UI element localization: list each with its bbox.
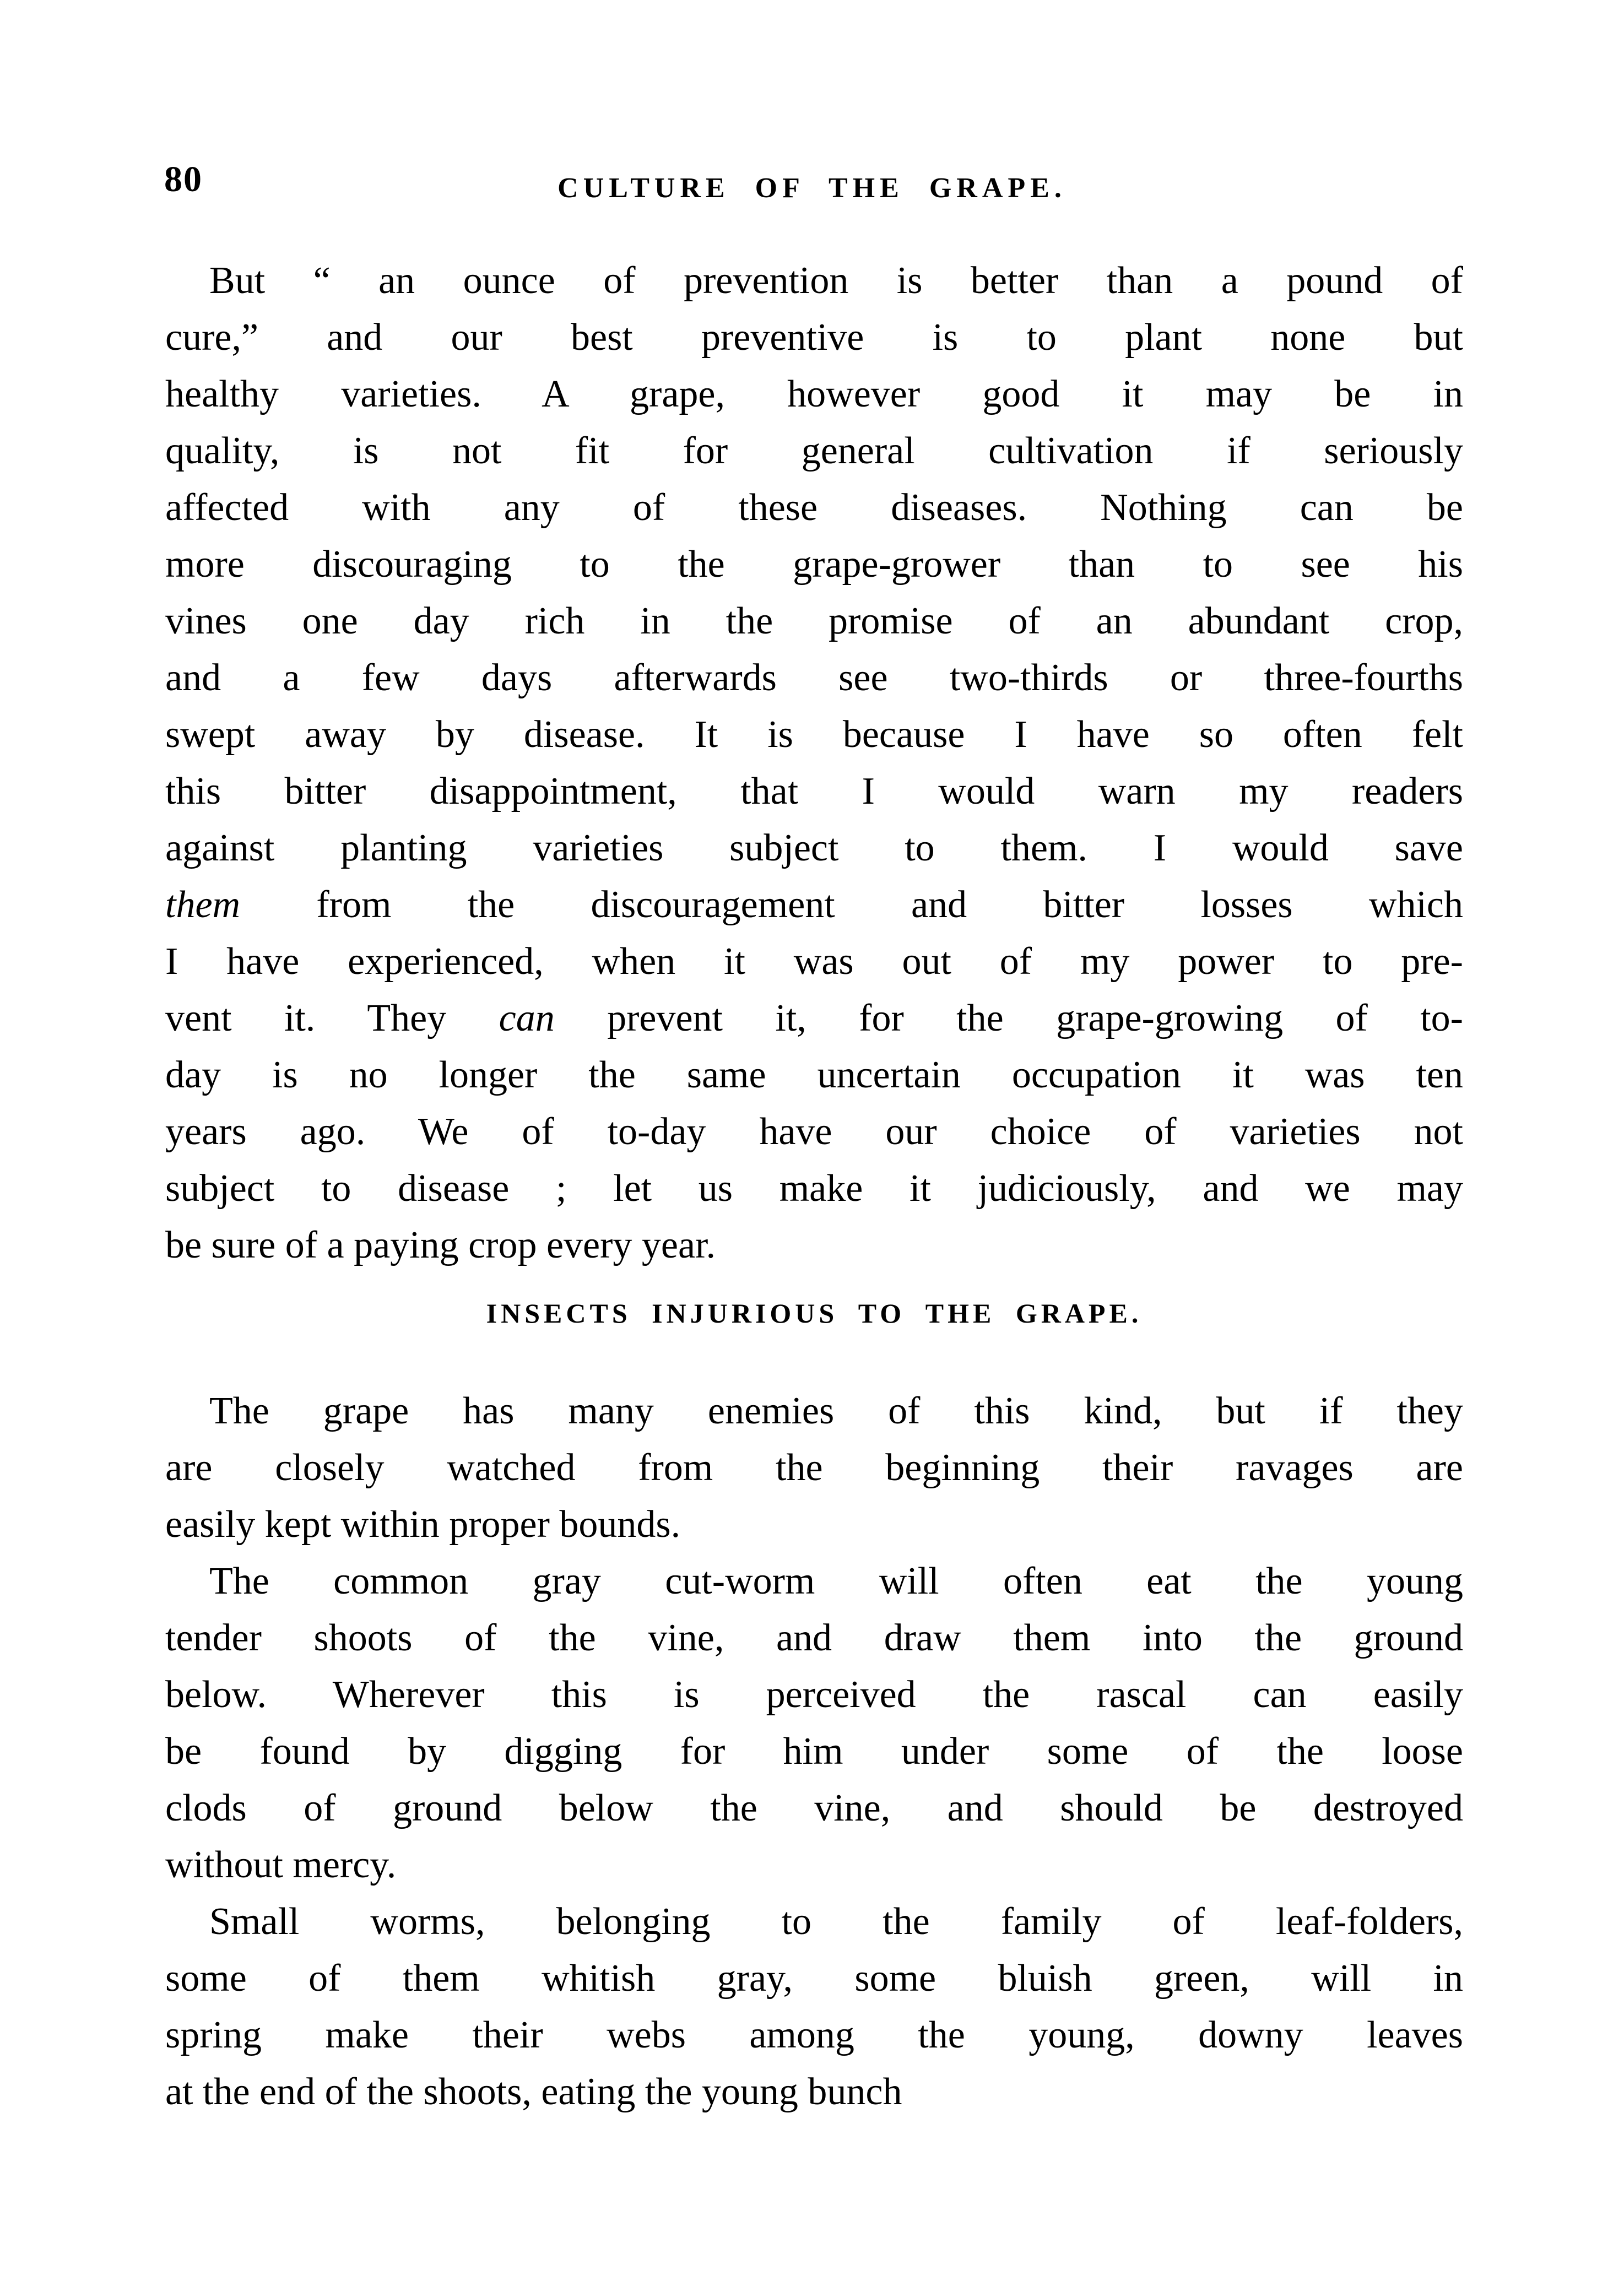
running-header: CULTURE OF THE GRAPE. xyxy=(557,172,1067,204)
text-line: at the end of the shoots, eating the young bunch xyxy=(165,2071,902,2113)
text-line: and a few days afterwards see two-thirds or three-fourths xyxy=(165,657,1463,699)
paragraph xyxy=(165,1893,1463,2120)
text-line: without mercy. xyxy=(165,1844,397,1886)
text-line: easily kept within proper bounds. xyxy=(165,1503,681,1546)
text-line: swept away by disease. It is because I have so often felt xyxy=(165,713,1463,756)
text-line: I have experienced, when it was out of my power to pre- xyxy=(165,940,1463,983)
text-line: The common gray cut-worm will often eat the young xyxy=(209,1560,1463,1602)
paragraph xyxy=(165,252,1463,1274)
paragraph xyxy=(165,1383,1463,1553)
text-line: be sure of a paying crop every year. xyxy=(165,1224,716,1266)
page-number: 80 xyxy=(164,159,203,199)
text-block xyxy=(165,252,1463,2120)
text-line: quality, is not fit for general cultivation if seriously xyxy=(165,430,1463,472)
text-line: against planting varieties subject to them. I would save xyxy=(165,827,1463,869)
text-line: vines one day rich in the promise of an abundant crop, xyxy=(165,600,1463,642)
text-line: The grape has many enemies of this kind, but if they xyxy=(209,1390,1463,1432)
section-heading: INSECTS INJURIOUS TO THE GRAPE. xyxy=(486,1298,1143,1329)
text-line: more discouraging to the grape-grower than to see his xyxy=(165,543,1463,586)
text-line: clods of ground below the vine, and should be destroyed xyxy=(165,1787,1463,1829)
text-line: day is no longer the same uncertain occupation it was ten xyxy=(165,1054,1463,1096)
text-line: healthy varieties. A grape, however good it may be in xyxy=(165,373,1463,415)
text-line: But “ an ounce of prevention is better than a pound of xyxy=(209,259,1463,302)
text-line: this bitter disappointment, that I would warn my readers xyxy=(165,770,1463,812)
text-line: vent it. They can prevent it, for the grape-growing of to- xyxy=(165,997,1463,1039)
text-line: years ago. We of to-day have our choice of varieties not xyxy=(165,1111,1463,1153)
text-line: spring make their webs among the young, downy leaves xyxy=(165,2014,1463,2056)
text-line: tender shoots of the vine, and draw them into the ground xyxy=(165,1617,1463,1659)
text-line: cure,” and our best preventive is to plant none but xyxy=(165,316,1463,359)
text-line: them from the discouragement and bitter losses which xyxy=(165,884,1463,926)
text-line: Small worms, belonging to the family of leaf-folders, xyxy=(209,1900,1463,1943)
text-line: below. Wherever this is perceived the rascal can easily xyxy=(165,1673,1463,1716)
text-line: some of them whitish gray, some bluish green, will in xyxy=(165,1957,1463,2000)
text-line: are closely watched from the beginning their ravages are xyxy=(165,1447,1463,1489)
paragraph xyxy=(165,1553,1463,1893)
text-line: affected with any of these diseases. Nothing can be xyxy=(165,486,1463,529)
text-line: be found by digging for him under some of the loose xyxy=(165,1730,1463,1773)
text-line: subject to disease ; let us make it judiciously, and we may xyxy=(165,1167,1463,1210)
